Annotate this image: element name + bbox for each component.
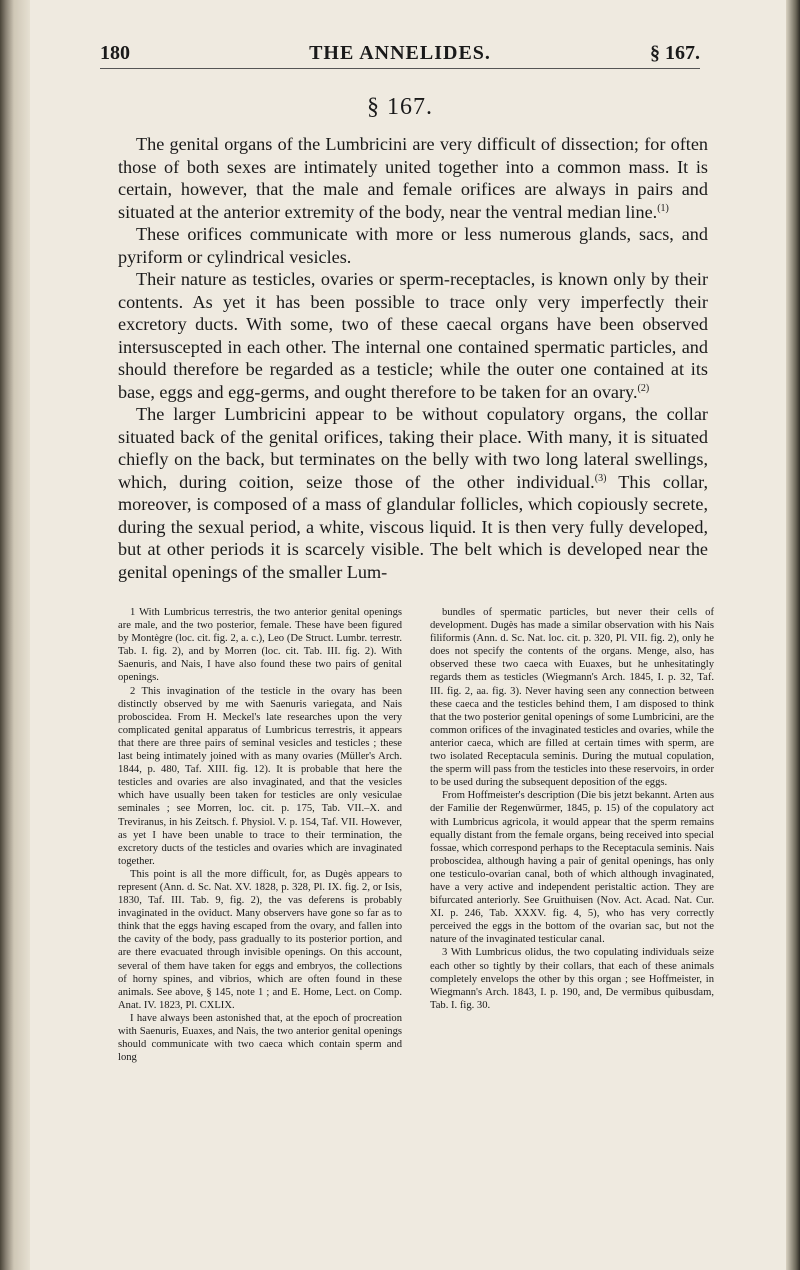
section-heading: § 167. [367, 94, 433, 120]
footnote-paragraph: 2 This invagination of the testicle in the ovary has been distinctly observed by me with Saenuris variegata, and Nais proboscidea. From H. Meckel's late researches upon the very complicated genital apparatus of Lumbricus terrestris, it appears that there are three pairs of seminal vesicles and testicles ; these last being intimately joined with as many ovaries (Müller's Arch. 1844, p. 480, Taf. XIII. fig. 12). It is probable that here the testicles and ovaries are also invaginated, and that the vesicles which have usually been taken for testicles are only vesiculae seminales ; see Morren, loc. cit. p. 175, Tab. VII.–X. and Treviranus, in his Zeitsch. f. Physiol. V. p. 154, Taf. VII. However, as yet I have been unable to trace to their termination, the excretory ducts of the testicles and ovaries which are invaginated together. [118, 685, 402, 867]
footnote-paragraph: This point is all the more difficult, for, as Dugès appears to represent (Ann. d. Sc. Nat. XV. 1828, p. 328, Pl. IX. fig. 2, or Isis, 1830, Taf. III. Tab. 9, fig. 2), the vas deferens is probably invaginated in the oviduct. Many observers have gone so far as to think that the eggs having escaped from the ovary, and fallen into the cavity of the body, pass gradually to its posterior portion, and are there evacuated through invisible openings. On this account, several of them have taken for eggs and embryos, the collections of horny spines, and vibrios, which are often found in these animals. See above, § 145, note 1 ; and E. Home, Lect. on Comp. Anat. IV. 1823, Pl. CXLIX. [118, 868, 402, 1011]
page-number: 180 [100, 42, 130, 64]
footnotes-right-column [430, 606, 714, 1012]
footnote-ref: (3) [594, 472, 607, 484]
footnote-paragraph: 3 With Lumbricus olidus, the two copulating individuals seize each other so tightly by their collars, that each of these animals completely envelops the other by this organ ; see Hoffmeister, in Wiegmann's Arch. 1843, I. p. 190, and, De vermibus quibusdam, Tab. I. fig. 30. [430, 947, 714, 1011]
body-paragraph: These orifices communicate with more or less numerous glands, sacs, and pyriform or cylindrical vesicles. [118, 224, 708, 267]
header-rule [100, 68, 700, 69]
footnotes-left-column [118, 606, 402, 1064]
body-paragraph: The larger Lumbricini appear to be without copulatory organs, the collar situated back of the genital orifices, taking their place. With many, it is situated chiefly on the back, but terminates on the belly with two long lateral swellings, which, during coition, seize those of the other individual.$^{(3)}$ This collar, moreover, is composed of a mass of glandular follicles, which copiously secrete, during the sexual period, a white, viscous liquid. It is then very fully developed, but at other periods it is scarcely visible. The belt which is developed near the genital openings of the smaller Lum- [118, 404, 708, 582]
footnote-paragraph: bundles of spermatic particles, but never their cells of development. Dugès has made a similar observation with his Nais filiformis (Ann. d. Sc. Nat. loc. cit. p. 320, Pl. VII. fig. 2), only he does not specify the contents of the organs. Menge, also, has observed these two caeca with Euaxes, but he unhesitatingly regards them as testicles (Wiegmann's Arch. 1845, I. p. 32, Taf. III. fig. 2, aa. fig. 3). Never having seen any connection between these caeca and the testicles behind them, I am disposed to think that the two posterior genital openings of some Lumbricini, are the common orifices of the invaginated testicles and ovaries, while the anterior caeca, which are filled at certain times with sperm, are two isolated Receptacula seminis. During the mutual copulation, the sperm will pass from the testicles into these reservoirs, in order to be used during the subsequent deposition of the eggs. [430, 607, 714, 789]
footnote-paragraph: I have always been astonished that, at the epoch of procreation with Saenuris, Euaxes, and Nais, the two anterior genital openings should communicate with two caeca which contain sperm and long [118, 1012, 402, 1064]
page-outer-edge [786, 0, 800, 1270]
running-head [100, 42, 700, 68]
body-paragraph: Their nature as testicles, ovaries or sperm-receptacles, is known only by their contents. As yet it has been possible to trace only very imperfectly their excretory ducts. With some, two of these caecal organs have been observed intersuscepted in each other. The internal one contained spermatic particles, and should therefore be regarded as a testicle; while the outer one contained at its base, eggs and egg-germs, and ought therefore to be taken for an ovary.$^{(2)}$ [118, 269, 708, 402]
page-binding-edge [0, 0, 30, 1270]
running-section: § 167. [650, 42, 700, 64]
main-text [118, 133, 708, 583]
footnote-paragraph: 1 With Lumbricus terrestris, the two anterior genital openings are male, and the two posterior, female. These have been figured by Montègre (loc. cit. fig. 2, a. c.), Leo (De Struct. Lumbr. terrestr. Tab. I. fig. 2), and by Morren (loc. cit. Tab. III. fig. 2). With Saenuris, and Nais, I have also found these two pairs of genital openings. [118, 607, 402, 684]
footnote-paragraph: From Hoffmeister's description (Die bis jetzt bekannt. Arten aus der Familie der Regenwürmer, 1845, p. 15) of the copulatory act with Lumbricus agricola, it would appear that the sperm remains equally distant from the female organs, being received into special fossae, which correspond perhaps to the Receptacula seminis. Nais proboscidea, although having a pair of genital openings, has only one testiculo-ovarian canal, both of which although invaginated, have a very active and independent peristaltic action. They are bifurcated anteriorly. See Gruithuisen (Nov. Act. Acad. Nat. Cur. XI. p. 246, Tab. XXXV. fig. 4, 5), who has very correctly perceived the eggs in the bottom of the ovarian sac, but not the nature of the invaginated testicular canal. [430, 790, 714, 946]
running-title: THE ANNELIDES. [309, 42, 491, 64]
footnote-ref: (1) [657, 202, 669, 214]
footnote-ref: (2) [637, 382, 650, 394]
body-paragraph: The genital organs of the Lumbricini are very difficult of dissection; for often those of both sexes are intimately united together into a common mass. It is certain, however, that the male and female orifices are always in pairs and situated at the anterior extremity of the body, near the ventral median line.$^{(1)}$ [118, 134, 708, 222]
